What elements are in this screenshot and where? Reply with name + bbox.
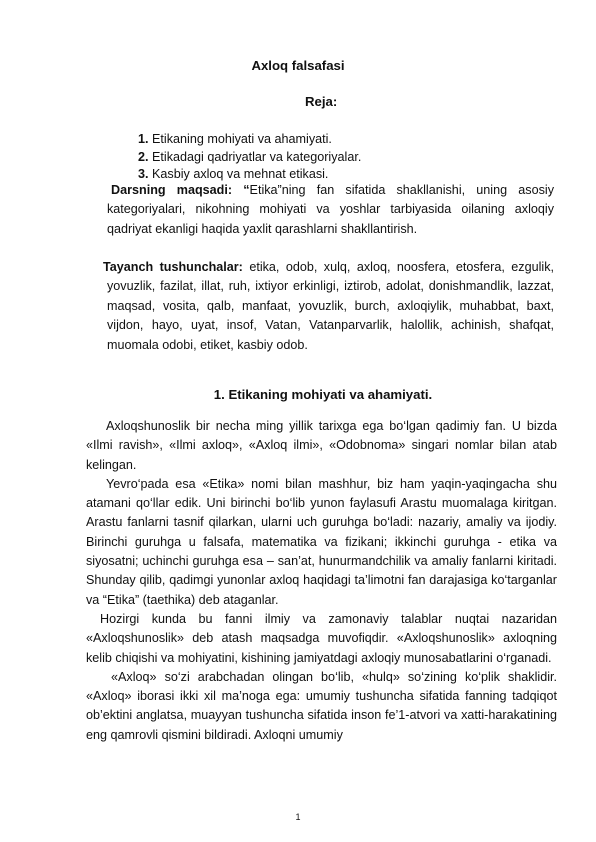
plan-item-text: Kasbiy axloq va mehnat etikasi. [152, 167, 329, 181]
plan-item-text: Etikadagi qadriyatlar va kategoriyalar. [152, 149, 362, 164]
paragraph: Axloqshunoslik bir necha ming yillik tarixga ega bo‘lgan qadimiy fan. U bizda «Ilmi ravish», «Ilmi axloq», «Axloq ilmi», «Odobnoma» singari nomlar bilan atab kelingan. [86, 419, 557, 472]
lesson-aim [107, 181, 554, 239]
plan-item [138, 131, 361, 149]
key-concepts-text: etika, odob, xulq, axloq, noosfera, etosfera, ezgulik, yovuzlik, fazilat, illat, ruh, ixtiyor erkinligi, iztirob, adolat, donishmandlik, lazzat, maqsad, vosita, qalb, manfaat, yovuzlik, burch, axloqiylik, muhabbat, baxt, vijdon, hayo, uyat, insof, Vatan, Vatanparvarlik, halollik, achinish, shafqat, muomala odobi, etiket, kasbiy odob. [107, 260, 554, 352]
plan-item-number: 2. [138, 149, 149, 164]
document-title: Axloq falsafasi [251, 58, 345, 73]
paragraph: Yevro‘pada esa «Etika» nomi bilan mashhur, biz ham yaqin-yaqingacha shu atamani qo‘llar edik. Uni birinchi bo‘lib yunon faylasufi Arastu muomalaga kiritgan. Arastu fanlarni tasnif qilarkan, ularni uch guruhga bo‘ladi: nazariy, amaliy va ijodiy. Birinchi guruhga u falsafa, matematika va fizikani; ikkinchi guruhga - etika va siyosatni; uchinchi guruhga esa – san’at, hunurmandchilik va amaliy fanlarni kiritadi. Shunday qilib, qadimgi yunonlar axloq haqidagi ta’limotni fan darajasiga ko‘targanlar va “Etika” (taethika) deb ataganlar. [86, 476, 557, 607]
plan-item-number: 3. [138, 167, 149, 181]
plan-list [138, 131, 361, 184]
plan-item-text: Etikaning mohiyati va ahamiyati. [152, 132, 332, 146]
paragraph: Hozirgi kunda bu fanni ilmiy va zamonaviy talablar nuqtai nazaridan «Axloqshunoslik» deb atash maqsadga muvofiqdir. «Axloqshunoslik» axloqning kelib chiqishi va mohiyatini, kishining jamiyatdagi axloqiy munosabatlarini o‘rganadi. [86, 611, 557, 665]
plan-heading: Reja: [305, 94, 338, 109]
key-concepts-label: Tayanch tushunchalar: [103, 260, 243, 274]
page-number: 1 [295, 812, 301, 822]
plan-item-number: 1. [138, 132, 149, 146]
body-text [86, 417, 557, 745]
plan-item [138, 149, 361, 167]
key-concepts [103, 258, 554, 355]
lesson-aim-text: Etika”ning fan sifatida shakllanishi, uning asosiy kategoriyalari, nikohning mohiyati va yoshlar tarbiyasida oilaning axloqiy qadriyat ekanligi haqida yaxlit qarashlarni shakllantirish. [107, 183, 554, 236]
paragraph: «Axloq» so‘zi arabchadan olingan bo‘lib, «hulq» so‘zining ko‘plik shaklidir. «Axloq» iborasi ikki xil ma’noga ega: umumiy tushuncha sifatida fanning tadqiqot ob’ektini anglatsa, muayyan tushuncha sifatida inson fe’1-atvori va xatti-harakatining eng qamrovli qismini bildiradi. Axloqni umumiy [86, 669, 557, 742]
lesson-aim-label: Darsning maqsadi: “ [111, 183, 250, 197]
section-heading: 1. Etikaning mohiyati va ahamiyati. [213, 387, 433, 402]
